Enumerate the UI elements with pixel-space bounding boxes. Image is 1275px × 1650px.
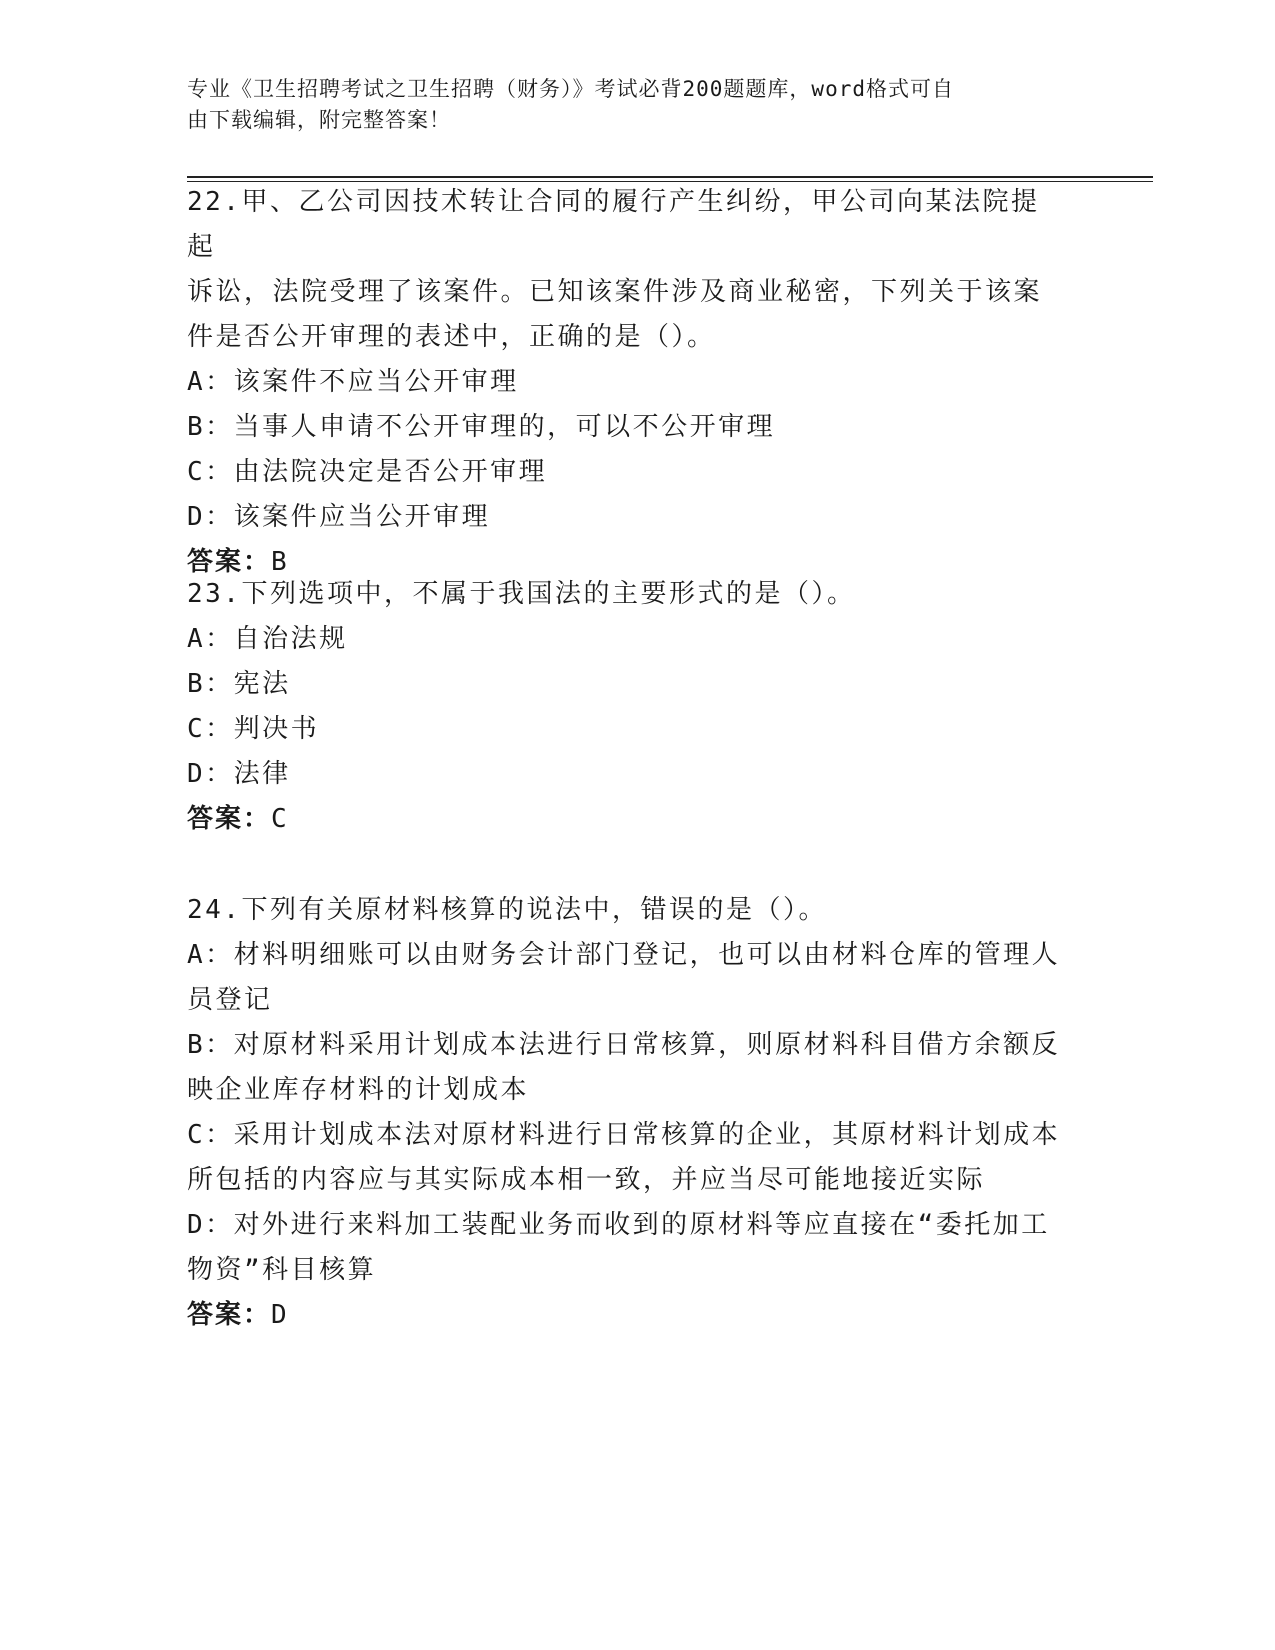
stem-line: 件是否公开审理的表述中，正确的是（）。 (187, 322, 716, 352)
answer-value: B (271, 547, 289, 577)
option-line: B：宪法 (187, 669, 291, 699)
header-line-1: 专业《卫生招聘考试之卫生招聘（财务）》考试必背200题题库，word格式可自 (187, 77, 954, 101)
option-line: B：对原材料采用计划成本法进行日常核算，则原材料科目借方余额反 (187, 1030, 1061, 1060)
option-a (187, 933, 1067, 1023)
option-line: C：采用计划成本法对原材料进行日常核算的企业，其原材料计划成本 (187, 1120, 1061, 1150)
answer-value: D (271, 1300, 289, 1330)
option-c (187, 450, 1067, 495)
option-line: 物资”科目核算 (187, 1255, 377, 1285)
option-c (187, 1113, 1067, 1203)
stem-line: 22.甲、乙公司因技术转让合同的履行产生纠纷，甲公司向某法院提起 (187, 187, 1040, 262)
option-d (187, 752, 1067, 797)
answer-label: 答案： (187, 804, 272, 834)
option-line: A：材料明细账可以由财务会计部门登记，也可以由材料仓库的管理人 (187, 940, 1061, 970)
answer-value: C (271, 804, 289, 834)
stem-line: 23.下列选项中，不属于我国法的主要形式的是（）。 (187, 579, 856, 609)
option-d (187, 495, 1067, 540)
stem-line: 24.下列有关原材料核算的说法中，错误的是（）。 (187, 895, 827, 925)
option-b (187, 662, 1067, 707)
question-24 (187, 888, 1067, 1338)
header-divider (187, 176, 1153, 178)
option-a (187, 617, 1067, 662)
answer-label: 答案： (187, 547, 272, 577)
option-a (187, 360, 1067, 405)
option-b (187, 1023, 1067, 1113)
answer (187, 797, 1067, 842)
option-line: D：对外进行来料加工装配业务而收到的原材料等应直接在“委托加工 (187, 1210, 1050, 1240)
answer-label: 答案： (187, 1300, 272, 1330)
option-line: 所包括的内容应与其实际成本相一致，并应当尽可能地接近实际 (187, 1165, 986, 1195)
option-line: 员登记 (187, 985, 273, 1015)
header-line-2: 由下载编辑，附完整答案！ (187, 108, 451, 132)
question-stem (187, 572, 1067, 617)
option-line: D：该案件应当公开审理 (187, 502, 491, 532)
question-stem (187, 180, 1067, 360)
option-line: B：当事人申请不公开审理的，可以不公开审理 (187, 412, 776, 442)
option-line: C：判决书 (187, 714, 320, 744)
option-line: 映企业库存材料的计划成本 (187, 1075, 530, 1105)
option-b (187, 405, 1067, 450)
option-line: A：自治法规 (187, 624, 348, 654)
option-c (187, 707, 1067, 752)
option-line: D：法律 (187, 759, 291, 789)
question-stem (187, 888, 1067, 933)
answer (187, 1293, 1067, 1338)
document-header (187, 74, 1067, 136)
stem-line: 诉讼，法院受理了该案件。已知该案件涉及商业秘密，下列关于该案 (187, 277, 1043, 307)
question-22 (187, 180, 1067, 585)
option-line: A：该案件不应当公开审理 (187, 367, 519, 397)
question-23 (187, 572, 1067, 842)
option-d (187, 1203, 1067, 1293)
option-line: C：由法院决定是否公开审理 (187, 457, 548, 487)
